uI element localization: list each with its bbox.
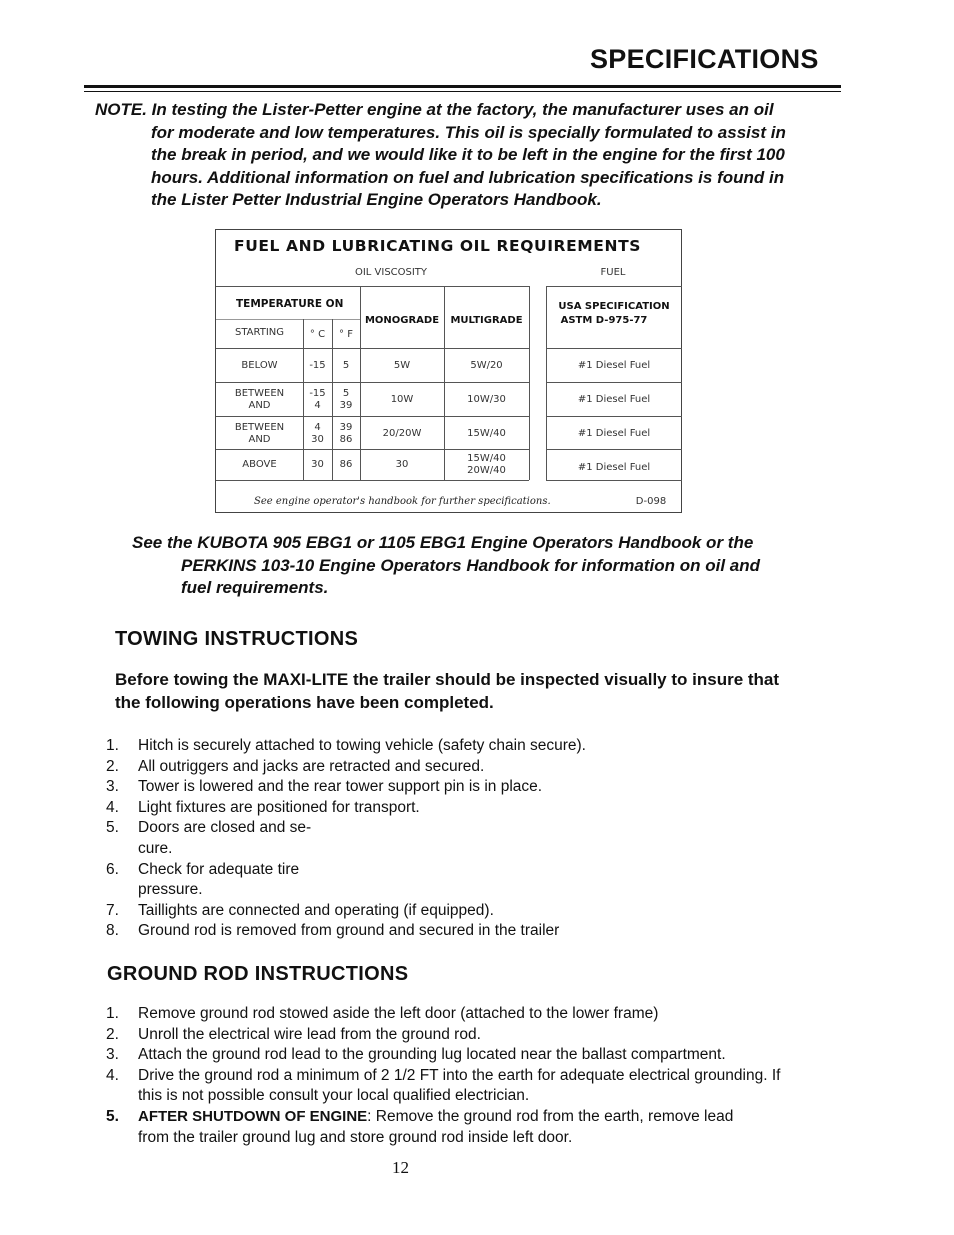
see-note-line: See the KUBOTA 905 EBG1 or 1105 EBG1 Engine Operators Handbook or the <box>132 533 754 552</box>
header-rule-thick <box>84 85 841 88</box>
step-number: 5. <box>106 1107 119 1125</box>
towing-steps-list <box>106 736 866 942</box>
table-line <box>546 348 682 349</box>
list-item <box>106 818 866 859</box>
step-number: 1. <box>106 1005 119 1022</box>
step-text: Check for adequate tire <box>138 860 300 878</box>
lister-petter-note <box>95 99 845 212</box>
oil-viscosity-label: OIL VISCOSITY <box>354 267 428 278</box>
row-fuel: #1 Diesel Fuel <box>577 428 651 439</box>
row-celsius: -15 <box>309 388 326 399</box>
ground-rod-heading: GROUND ROD INSTRUCTIONS <box>107 963 409 985</box>
list-item <box>106 860 866 901</box>
step-text-rest: : Remove the ground rod from the earth, remove lead <box>367 1107 734 1125</box>
towing-intro <box>115 669 855 714</box>
step-text: pressure. <box>138 881 203 899</box>
table-line <box>216 319 360 320</box>
step-number: 2. <box>106 757 119 775</box>
row-celsius: -15 <box>309 360 326 371</box>
see-note-line: PERKINS 103-10 Engine Operators Handbook for information on oil and <box>181 555 761 575</box>
row-monograde: 10W <box>390 394 414 405</box>
step-text: Tower is lowered and the rear tower support pin is in place. <box>138 778 543 796</box>
list-item <box>106 777 866 798</box>
step-text <box>138 1107 866 1128</box>
note-line: for moderate and low temperatures. This oil is specially formulated to assist in <box>151 122 786 142</box>
multigrade-header: MULTIGRADE <box>450 315 523 326</box>
row-monograde: 5W <box>393 360 411 371</box>
step-number: 4. <box>106 798 119 816</box>
table-footer-note: See engine operator's handbook for further specifications. <box>254 496 551 507</box>
table-title: FUEL AND LUBRICATING OIL REQUIREMENTS <box>234 237 642 255</box>
row-multigrade: 15W/40 <box>467 453 506 464</box>
note-line: NOTE. In testing the Lister-Petter engine at the factory, the manufacturer uses an oil <box>95 100 774 119</box>
list-item <box>106 1066 866 1107</box>
row-celsius: 4 <box>314 400 321 411</box>
list-item <box>106 798 866 819</box>
list-item <box>106 901 866 922</box>
list-item <box>106 921 866 942</box>
step-number: 5. <box>106 819 119 837</box>
page-title: SPECIFICATIONS <box>590 44 819 74</box>
page-number: 12 <box>392 1158 409 1177</box>
table-line <box>546 286 682 287</box>
list-item <box>106 757 866 778</box>
step-text: Drive the ground rod a minimum of 2 1/2 FT into the earth for adequate electrical grounding. If <box>138 1066 781 1084</box>
note-line: the break in period, and we would like it to be left in the engine for the first 100 <box>151 145 785 165</box>
table-line <box>216 286 529 287</box>
row-label: BELOW <box>241 360 278 371</box>
table-line <box>546 449 682 450</box>
table-line <box>546 480 682 481</box>
step-number: 8. <box>106 922 119 940</box>
table-line <box>216 449 529 450</box>
step-text: this is not possible consult your local qualified electrician. <box>138 1087 530 1105</box>
step-text: Unroll the electrical wire lead from the ground rod. <box>138 1025 481 1043</box>
towing-intro-line: Before towing the MAXI-LITE the trailer should be inspected visually to insure that <box>115 670 780 689</box>
step-text: from the trailer ground lug and store ground rod inside left door. <box>138 1128 573 1146</box>
row-fuel: #1 Diesel Fuel <box>577 462 651 473</box>
starting-header: STARTING <box>234 327 285 338</box>
engine-handbook-note <box>132 532 852 600</box>
celsius-header: ° C <box>309 329 326 340</box>
row-celsius: 30 <box>311 459 324 470</box>
towing-intro-line: the following operations have been completed. <box>115 692 494 712</box>
step-text: Taillights are connected and operating (if equipped). <box>138 901 494 919</box>
step-number: 3. <box>106 1046 119 1064</box>
usa-spec-header: USA SPECIFICATION <box>558 301 670 312</box>
row-label: BETWEEN <box>234 422 285 433</box>
step-text: Attach the ground rod lead to the grounding lug located near the ballast compartment. <box>138 1046 726 1064</box>
temperature-on-header: TEMPERATURE ON <box>236 298 344 310</box>
list-item <box>106 736 866 757</box>
table-line <box>216 480 529 481</box>
row-fahrenheit: 86 <box>339 459 353 470</box>
row-fahrenheit: 39 <box>339 422 353 433</box>
step-number: 6. <box>106 860 119 878</box>
row-fuel: #1 Diesel Fuel <box>577 394 651 405</box>
step-number: 1. <box>106 737 119 754</box>
fuel-label: FUEL <box>600 267 626 278</box>
step-text: Hitch is securely attached to towing vehicle (safety chain secure). <box>138 737 586 754</box>
row-monograde: 30 <box>395 459 409 470</box>
table-line <box>546 382 682 383</box>
step-text: All outriggers and jacks are retracted and secured. <box>138 757 485 775</box>
note-line: the Lister Petter Industrial Engine Operators Handbook. <box>151 190 602 210</box>
step-text: Ground rod is removed from ground and secured in the trailer <box>138 922 560 940</box>
see-note-line: fuel requirements. <box>181 578 329 597</box>
fuel-oil-requirements-table <box>215 229 682 513</box>
table-line <box>546 416 682 417</box>
row-label: AND <box>248 400 271 411</box>
step-number: 4. <box>106 1066 119 1084</box>
row-label: AND <box>248 434 271 445</box>
step-text: cure. <box>138 839 173 857</box>
row-celsius: 4 <box>314 422 321 433</box>
row-fahrenheit: 5 <box>342 360 350 371</box>
list-item <box>106 1025 866 1046</box>
list-item <box>106 1045 866 1066</box>
row-fahrenheit: 86 <box>339 434 353 445</box>
step-number: 2. <box>106 1025 119 1043</box>
ground-rod-steps-list <box>106 1004 866 1148</box>
towing-heading: TOWING INSTRUCTIONS <box>115 628 359 650</box>
step-number: 3. <box>106 778 119 796</box>
table-line <box>216 382 529 383</box>
row-multigrade: 15W/40 <box>467 428 506 439</box>
row-fuel: #1 Diesel Fuel <box>577 360 651 371</box>
row-multigrade: 5W/20 <box>470 360 503 371</box>
row-label: ABOVE <box>242 459 277 470</box>
header-rule-thin <box>84 91 841 92</box>
step-text: Doors are closed and se- <box>138 819 312 837</box>
astm-header: ASTM D-975-77 <box>560 315 648 326</box>
row-multigrade: 10W/30 <box>467 394 506 405</box>
row-celsius: 30 <box>311 434 324 445</box>
table-line <box>529 286 530 480</box>
step-text: Remove ground rod stowed aside the left door (attached to the lower frame) <box>138 1005 659 1022</box>
step-bold-lead: AFTER SHUTDOWN OF ENGINE <box>138 1107 368 1125</box>
table-line <box>216 416 529 417</box>
monograde-header: MONOGRADE <box>364 315 440 326</box>
row-fahrenheit: 39 <box>339 400 353 411</box>
table-line <box>216 348 529 349</box>
fahrenheit-header: ° F <box>339 329 353 340</box>
figure-code: D-098 <box>635 496 667 507</box>
row-monograde: 20/20W <box>382 428 422 439</box>
note-line: hours. Additional information on fuel and lubrication specifications is found in <box>151 167 785 187</box>
row-fahrenheit: 5 <box>342 388 350 399</box>
row-label: BETWEEN <box>234 388 285 399</box>
list-item <box>106 1107 866 1148</box>
step-number: 7. <box>106 901 119 919</box>
row-multigrade: 20W/40 <box>467 465 506 476</box>
list-item <box>106 1004 866 1025</box>
step-text: Light fixtures are positioned for transport. <box>138 798 420 816</box>
